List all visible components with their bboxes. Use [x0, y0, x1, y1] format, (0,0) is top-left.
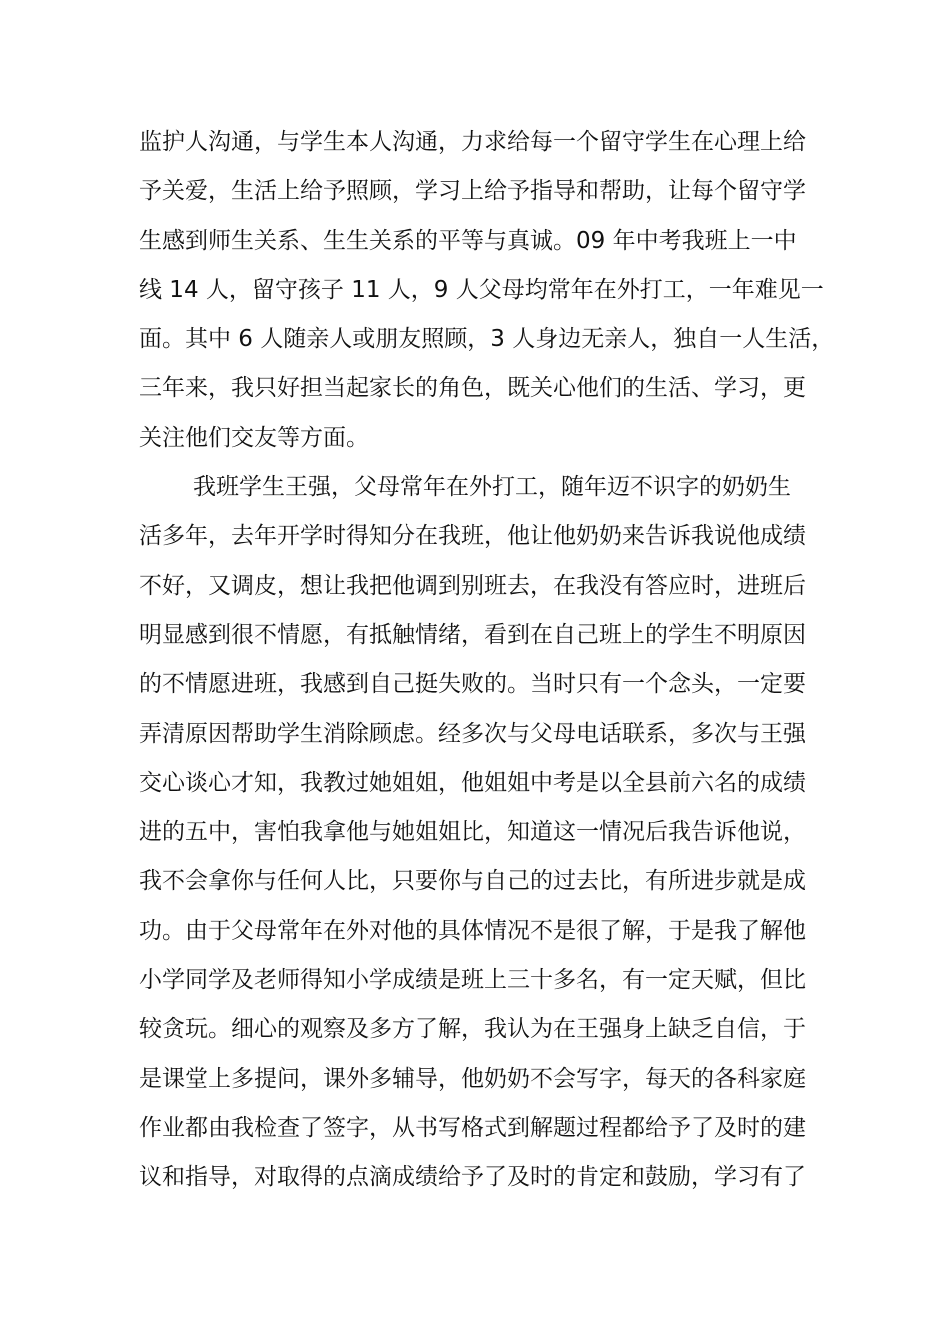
text-line: 明显感到很不情愿，有抵触情绪，看到在自己班上的学生不明原因 — [139, 621, 806, 648]
text-line: 活多年，去年开学时得知分在我班，他让他奶奶来告诉我说他成绩 — [139, 523, 806, 550]
text-line: 是课堂上多提问，课外多辅导，他奶奶不会写字，每天的各科家庭 — [139, 1065, 806, 1092]
text-line: 议和指导，对取得的点滴成绩给予了及时的肯定和鼓励，学习有了 — [139, 1164, 806, 1191]
text-line: 线 14 人，留守孩子 11 人，9 人父母均常年在外打工，一年难见一 — [139, 276, 824, 303]
text-line: 予关爱，生活上给予照顾，学习上给予指导和帮助，让每个留守学 — [139, 178, 806, 205]
text-line: 交心谈心才知，我教过她姐姐，他姐姐中考是以全县前六名的成绩 — [139, 769, 806, 796]
text-line: 不好，又调皮，想让我把他调到别班去，在我没有答应时，进班后 — [139, 572, 806, 599]
text-line: 功。由于父母常年在外对他的具体情况不是很了解，于是我了解他 — [139, 917, 806, 944]
text-line: 进的五中，害怕我拿他与她姐姐比，知道这一情况后我告诉他说， — [139, 819, 806, 846]
text-line: 小学同学及老师得知小学成绩是班上三十多名，有一定天赋，但比 — [139, 967, 806, 994]
paragraph-start-line: 我班学生王强，父母常年在外打工，随年迈不识字的奶奶生 — [193, 474, 791, 501]
text-line: 弄清原因帮助学生消除顾虑。经多次与父母电话联系，多次与王强 — [139, 720, 806, 747]
text-line: 面。其中 6 人随亲人或朋友照顾，3 人身边无亲人，独自一人生活， — [139, 326, 835, 353]
text-line: 较贪玩。细心的观察及多方了解，我认为在王强身上缺乏自信，于 — [139, 1016, 806, 1043]
body-text — [139, 118, 839, 1203]
text-line: 监护人沟通，与学生本人沟通，力求给每一个留守学生在心理上给 — [139, 129, 806, 155]
text-line: 的不情愿进班，我感到自己挺失败的。当时只有一个念头，一定要 — [139, 671, 806, 698]
text-line: 关注他们交友等方面。 — [139, 424, 369, 451]
text-line: 我不会拿你与任何人比，只要你与自己的过去比，有所进步就是成 — [139, 868, 806, 895]
text-line: 生感到师生关系、生生关系的平等与真诚。09 年中考我班上一中 — [139, 227, 797, 254]
text-line: 三年来，我只好担当起家长的角色，既关心他们的生活、学习，更 — [139, 375, 806, 402]
text-line: 作业都由我检查了签字，从书写格式到解题过程都给予了及时的建 — [139, 1114, 806, 1141]
